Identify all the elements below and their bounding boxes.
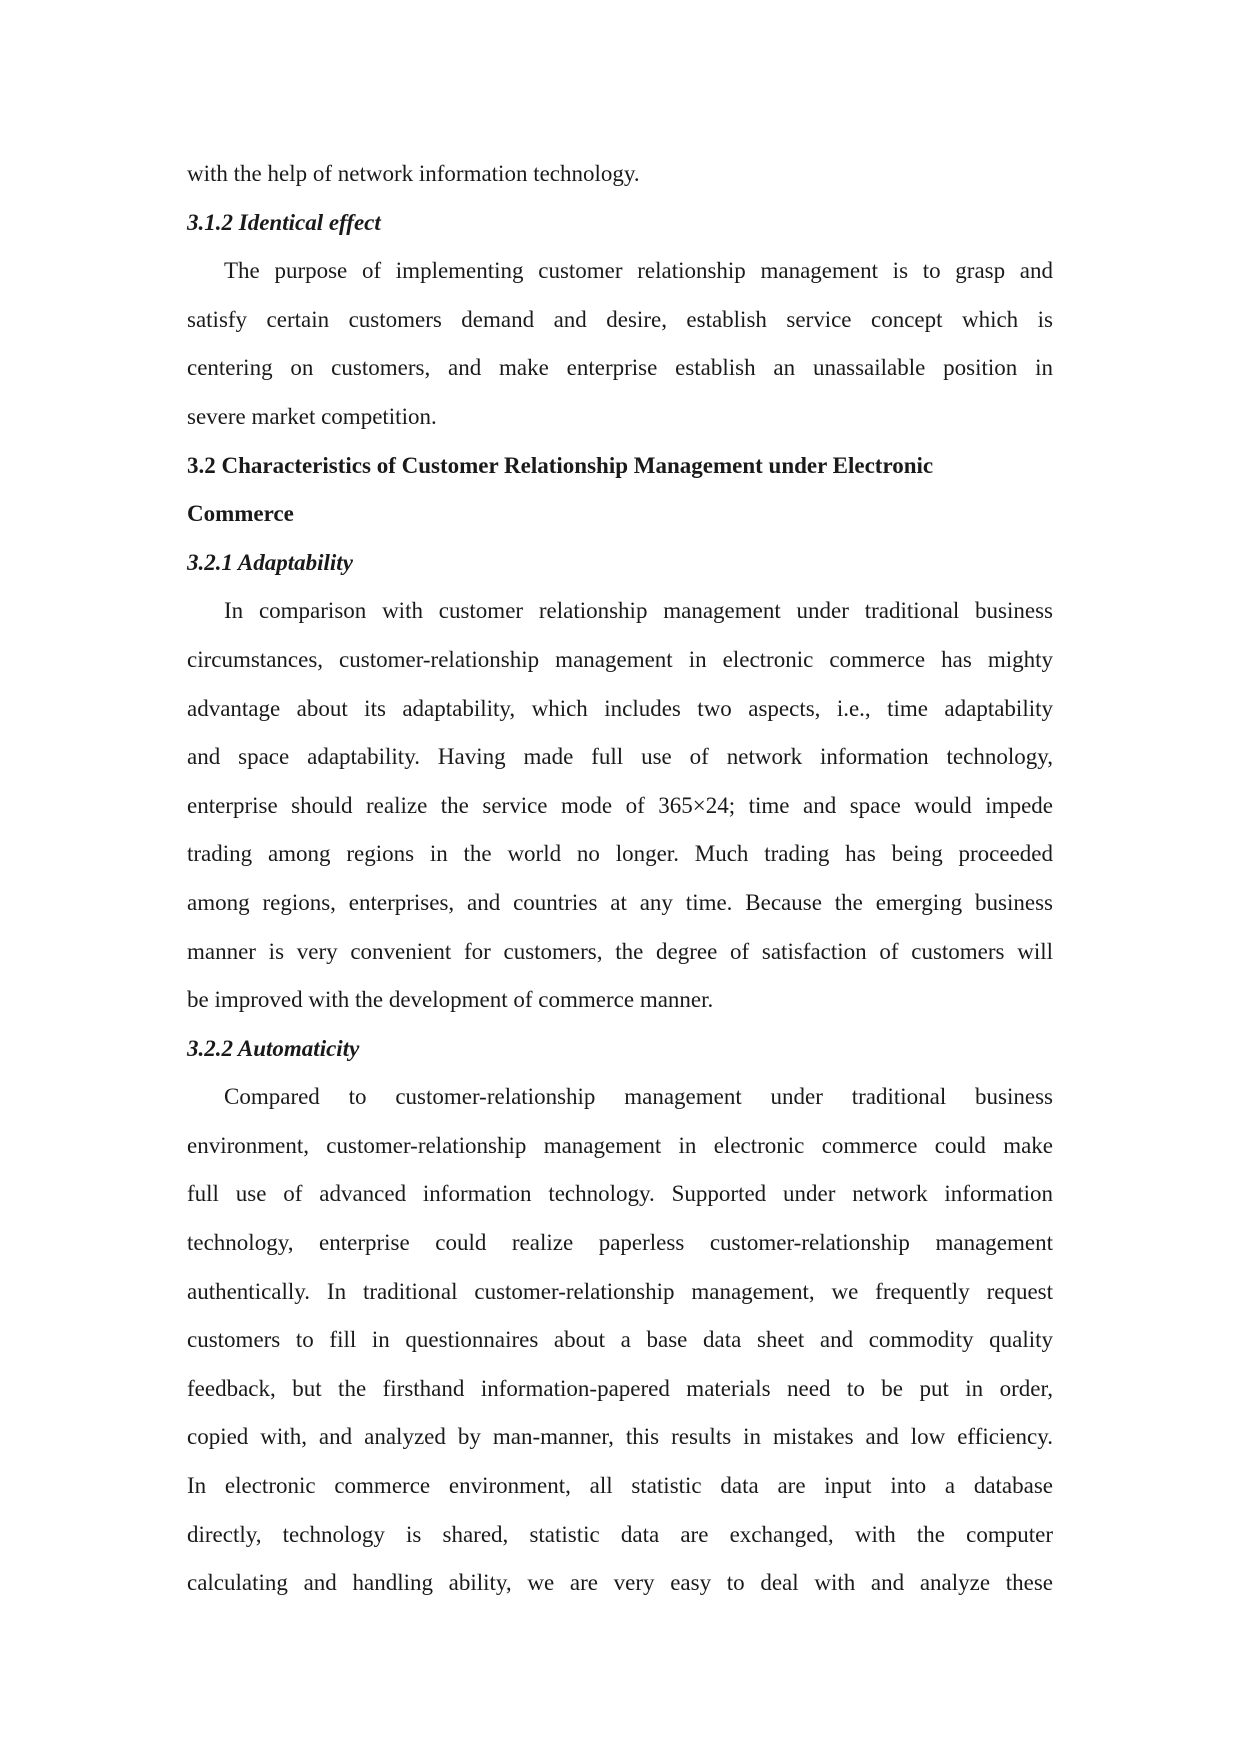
paragraph-line: severe market competition. [187, 403, 437, 429]
paragraph-line: circumstances, customer-relationship management in electronic commerce has mighty [187, 646, 1053, 672]
subsection-heading-adaptability: 3.2.1 Adaptability [187, 549, 353, 575]
paragraph-line: manner is very convenient for customers, the degree of satisfaction of customers will [187, 938, 1053, 964]
text-line: with the help of network information technology. [187, 161, 640, 186]
paragraph-automaticity [187, 1073, 1053, 1608]
paragraph-line: authentically. In traditional customer-relationship management, we frequently request [187, 1278, 1053, 1304]
paragraph-line: centering on customers, and make enterprise establish an unassailable position in [187, 355, 1053, 381]
subsection-heading-identical-effect: 3.1.2 Identical effect [187, 209, 381, 235]
paragraph-line: feedback, but the firsthand information-papered materials need to be put in order, [187, 1375, 1053, 1401]
paragraph-adaptability [187, 587, 1053, 1024]
section-heading-line: 3.2 Characteristics of Customer Relationship Management under Electronic [187, 452, 934, 478]
paragraph-line: enterprise should realize the service mode of 365×24; time and space would impede [187, 792, 1053, 818]
subsection-heading-automaticity: 3.2.2 Automaticity [187, 1035, 360, 1061]
paragraph-line: In comparison with customer relationship management under traditional business [224, 598, 1053, 624]
paragraph-identical-effect [187, 247, 1053, 441]
paragraph-line: directly, technology is shared, statistic data are exchanged, with the computer [187, 1521, 1053, 1547]
paragraph-line: advantage about its adaptability, which includes two aspects, i.e., time adaptability [187, 695, 1053, 721]
section-heading-line: Commerce [187, 501, 294, 527]
paragraph-line: calculating and handling ability, we are very easy to deal with and analyze these [187, 1570, 1053, 1596]
paragraph-line: The purpose of implementing customer relationship management is to grasp and [224, 258, 1053, 284]
paragraph-line: Compared to customer-relationship management under traditional business [224, 1084, 1053, 1110]
paragraph-line: full use of advanced information technology. Supported under network information [187, 1181, 1053, 1207]
paragraph-line: be improved with the development of commerce manner. [187, 987, 714, 1013]
paragraph-line: In electronic commerce environment, all statistic data are input into a database [187, 1473, 1053, 1499]
section-heading-characteristics [187, 442, 1053, 539]
paragraph-line: technology, enterprise could realize paperless customer-relationship management [187, 1230, 1053, 1256]
paragraph-line: trading among regions in the world no longer. Much trading has being proceeded [187, 841, 1053, 867]
paragraph-line: satisfy certain customers demand and desire, establish service concept which is [187, 306, 1053, 332]
paragraph-line: customers to fill in questionnaires about a base data sheet and commodity quality [187, 1327, 1053, 1353]
paragraph-line: environment, customer-relationship management in electronic commerce could make [187, 1132, 1053, 1158]
paragraph-line: copied with, and analyzed by man-manner, this results in mistakes and low efficiency. [187, 1424, 1053, 1450]
continued-text [187, 150, 1053, 199]
paragraph-line: and space adaptability. Having made full use of network information technology, [187, 744, 1053, 770]
document-page [187, 150, 1053, 1608]
paragraph-line: among regions, enterprises, and countries at any time. Because the emerging business [187, 889, 1053, 915]
